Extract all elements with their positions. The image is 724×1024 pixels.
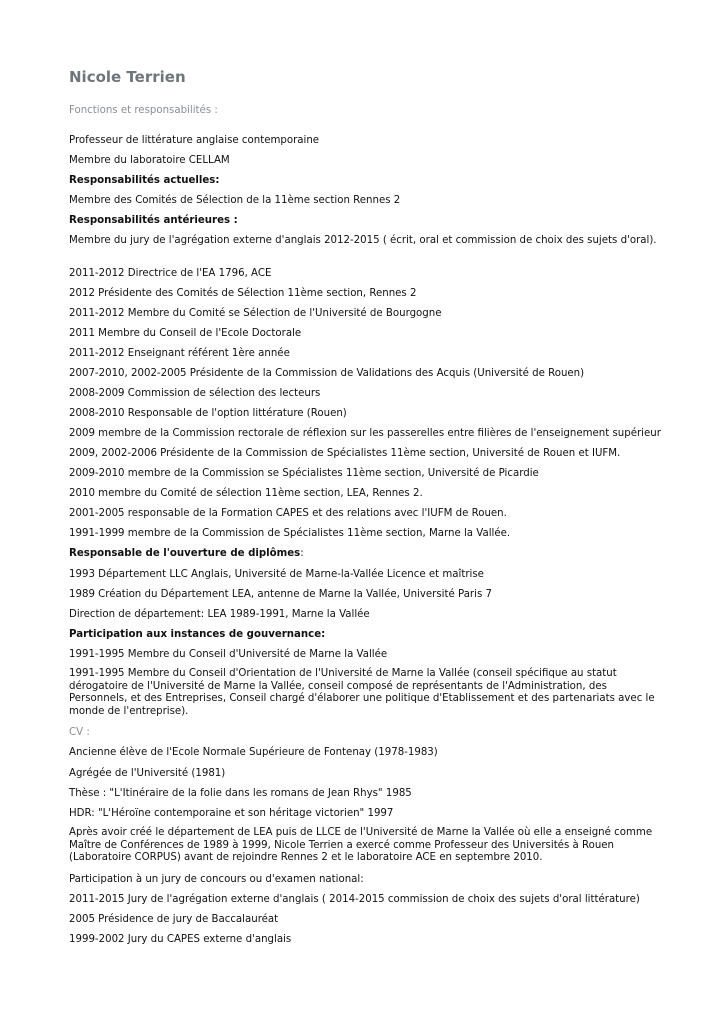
responsibility-item: 2008-2009 Commission de sélection des lecteurs [69,388,321,399]
subheading-anterieures: Responsabilités antérieures : [69,215,238,226]
responsibility-item: 2010 membre du Comité de sélection 11ème section, LEA, Rennes 2. [69,488,423,499]
text-line: Membre du jury de l'agrégation externe d'anglais 2012-2015 ( écrit, oral et commission de choix des sujets d'oral). [69,235,657,246]
cv-item: Agrégée de l'Université (1981) [69,768,226,779]
responsibility-item: 2011-2012 Enseignant référent 1ère année [69,348,290,359]
cv-item: 2005 Présidence de jury de Baccalauréat [69,914,279,925]
section-heading-cv: CV : [69,727,90,738]
governance-paragraph [69,668,659,718]
responsibility-item: 2009-2010 membre de la Commission se Spécialistes 11ème section, Université de Picardie [69,468,539,479]
subheading-actuelles: Responsabilités actuelles: [69,175,220,186]
responsibility-item: 2009 membre de la Commission rectorale de réflexion sur les passerelles entre filières de l'enseignement supérieur [69,428,661,439]
paragraph-line: monde de l'entreprise). [69,705,189,717]
cv-item: Thèse : "L'Itinéraire de la folie dans les romans de Jean Rhys" 1985 [69,788,412,799]
responsibility-item: 2001-2005 responsable de la Formation CAPES et des relations avec l'IUFM de Rouen. [69,508,507,519]
responsibility-item: 2011 Membre du Conseil de l'Ecole Doctorale [69,328,302,339]
cv-item: Ancienne élève de l'Ecole Normale Supérieure de Fontenay (1978-1983) [69,747,438,758]
subheading-diplomes-text: Responsable de l'ouverture de diplômes [69,548,301,559]
subheading-diplomes [69,547,304,560]
responsibility-item: 1991-1999 membre de la Commission de Spécialistes 11ème section, Marne la Vallée. [69,528,511,539]
paragraph-line: Personnels, et des Entreprises, Conseil chargé d'élaborer une politique d'Etablissement et des partenariats avec le [69,693,655,705]
text-line: Professeur de littérature anglaise contemporaine [69,135,320,146]
cv-item: 2011-2015 Jury de l'agrégation externe d'anglais ( 2014-2015 commission de choix des sujets d'oral littérature) [69,894,640,905]
paragraph-line: dérogatoire de l'Université de Marne la Vallée, conseil composé de représentants de l'Administration, des [69,680,607,692]
responsibility-item: 2011-2012 Directrice de l'EA 1796, ACE [69,268,272,279]
responsibility-item: 2009, 2002-2006 Présidente de la Commission de Spécialistes 11ème section, Université de Rouen et IUFM. [69,448,621,459]
section-heading-fonctions: Fonctions et responsabilités : [69,105,218,116]
cv-paragraph [69,827,659,865]
paragraph-line: 1991-1995 Membre du Conseil d'Orientation de l'Université de Marne la Vallée (conseil spécifique au statut [69,668,617,679]
responsibility-item: 2011-2012 Membre du Comité se Sélection de l'Université de Bourgogne [69,308,442,319]
text-line: Membre du laboratoire CELLAM [69,155,230,166]
page-title: Nicole Terrien [69,68,186,86]
cv-item: 1999-2002 Jury du CAPES externe d'anglais [69,934,292,945]
paragraph-line: (Laboratoire CORPUS) avant de rejoindre Rennes 2 et le laboratoire ACE en septembre 2010. [69,852,543,864]
governance-item: 1991-1995 Membre du Conseil d'Université de Marne la Vallée [69,649,388,660]
cv-item: HDR: "L'Héroïne contemporaine et son héritage victorien" 1997 [69,808,394,819]
text-line: Membre des Comités de Sélection de la 11ème section Rennes 2 [69,195,401,206]
diploma-item: 1989 Création du Département LEA, antenne de Marne la Vallée, Université Paris 7 [69,589,492,600]
diploma-item: 1993 Département LLC Anglais, Université de Marne-la-Vallée Licence et maîtrise [69,569,484,580]
diploma-item: Direction de département: LEA 1989-1991, Marne la Vallée [69,609,370,620]
responsibility-item: 2008-2010 Responsable de l'option littérature (Rouen) [69,408,347,419]
responsibility-item: 2007-2010, 2002-2005 Présidente de la Commission de Validations des Acquis (Université de Rouen) [69,368,585,379]
cv-item: Participation à un jury de concours ou d'examen national: [69,874,364,885]
paragraph-line: Après avoir créé le département de LEA puis de LLCE de l'Université de Marne la Vallée où elle a enseigné comme [69,827,653,838]
subheading-gouvernance: Participation aux instances de gouvernance: [69,629,326,640]
subheading-diplomes-colon: : [300,548,304,559]
paragraph-line: Maître de Conférences de 1989 à 1999, Nicole Terrien a exercé comme Professeur des Universités à Rouen [69,839,615,851]
responsibility-item: 2012 Présidente des Comités de Sélection 11ème section, Rennes 2 [69,288,417,299]
